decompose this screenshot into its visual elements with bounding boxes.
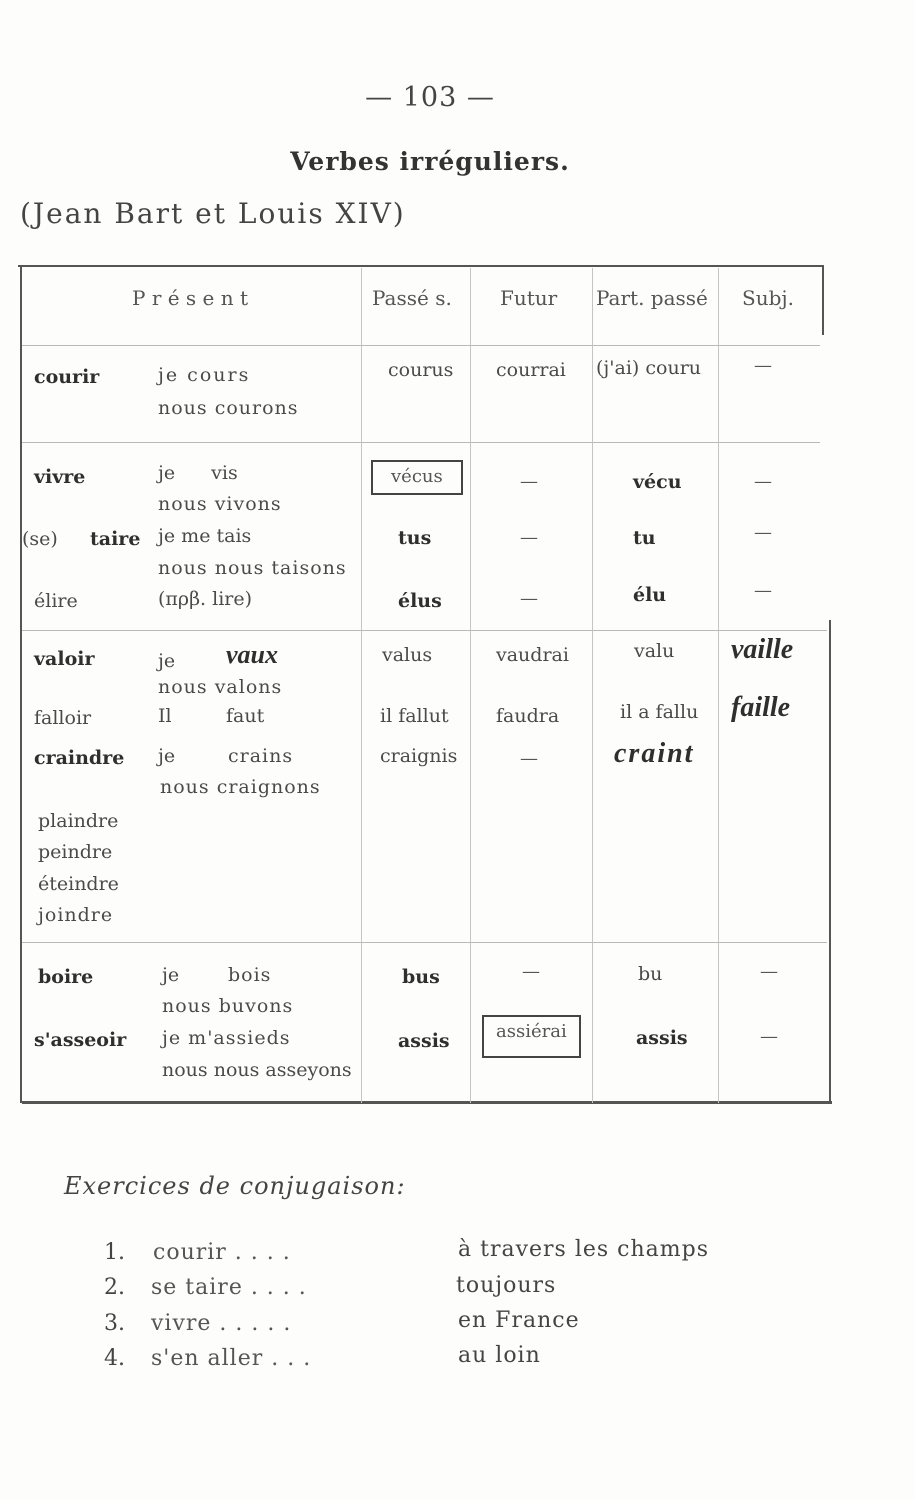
table-left-border — [20, 265, 22, 1103]
row-separator — [22, 442, 820, 443]
futur-boire: — — [522, 961, 540, 982]
present-elire: (πρβ. lire) — [158, 588, 253, 610]
exercises-title: Exercices de conjugaison: — [64, 1172, 406, 1200]
present-craindre-form: crains — [228, 745, 294, 767]
passe-craindre: craignis — [380, 745, 458, 767]
present-vivre-1: je vis — [158, 462, 238, 484]
present-valoir-je: je — [158, 650, 176, 672]
column-separator — [361, 268, 362, 1103]
header-futur: Futur — [500, 286, 558, 310]
row-separator — [22, 942, 827, 943]
table-top-border — [18, 265, 823, 267]
part-asseoir: assis — [636, 1027, 688, 1049]
verb-prefix-taire: (se) — [22, 528, 58, 550]
header-subj: Subj. — [742, 286, 794, 310]
subj-boire: — — [760, 961, 778, 982]
verb-falloir: falloir — [34, 707, 92, 729]
verb-taire: taire — [90, 528, 141, 550]
page-number: — 103 — — [365, 82, 495, 113]
part-courir: (j'ai) couru — [596, 357, 702, 379]
futur-valoir: vaudrai — [496, 644, 569, 666]
exercise-complement: à travers les champs — [458, 1237, 710, 1262]
column-separator — [592, 268, 593, 1103]
passe-taire: tus — [398, 527, 432, 549]
present-falloir-il: Il — [158, 705, 172, 727]
subj-falloir: faille — [731, 692, 791, 723]
part-boire: bu — [638, 963, 663, 985]
passe-vivre: vécus — [371, 460, 463, 495]
present-taire-1: je me tais — [158, 525, 252, 547]
passe-asseoir: assis — [398, 1030, 450, 1052]
part-falloir: il a fallu — [620, 701, 699, 723]
verb-elire: élire — [34, 590, 78, 612]
futur-vivre: — — [520, 471, 538, 492]
page-title: Verbes irréguliers. — [290, 147, 570, 176]
passe-courir: courus — [388, 359, 454, 381]
exercise-complement: au loin — [458, 1343, 541, 1368]
verb-vivre: vivre — [34, 466, 86, 488]
subj-elire: — — [754, 580, 772, 601]
subj-asseoir: — — [760, 1026, 778, 1047]
passe-elire: élus — [398, 590, 442, 612]
similar-verb: plaindre — [38, 810, 119, 832]
column-separator — [470, 268, 471, 1103]
passe-falloir: il fallut — [380, 705, 449, 727]
exercise-number: 4. — [104, 1346, 125, 1371]
part-valoir: valu — [634, 640, 675, 662]
exercise-verb: s'en aller . . . — [151, 1346, 312, 1371]
subj-courir: — — [754, 355, 772, 376]
present-valoir-2: nous valons — [158, 676, 283, 698]
exercise-complement: toujours — [456, 1273, 557, 1298]
similar-verb: joindre — [38, 904, 114, 926]
present-courir-1: je cours — [158, 364, 251, 386]
table-right-border-lower — [829, 620, 831, 1102]
present-craindre-je: je — [158, 745, 176, 767]
futur-falloir: faudra — [496, 705, 560, 727]
similar-verb: éteindre — [38, 873, 119, 895]
part-vivre: vécu — [633, 471, 682, 493]
subj-taire: — — [754, 522, 772, 543]
futur-asseoir: assiérai — [482, 1015, 581, 1058]
present-taire-2: nous nous taisons — [158, 557, 347, 579]
subj-valoir: vaille — [731, 634, 794, 665]
part-craindre: craint — [614, 738, 695, 769]
verb-asseoir: s'asseoir — [34, 1029, 127, 1051]
passe-boire: bus — [402, 966, 440, 988]
similar-verb: peindre — [38, 841, 113, 863]
subj-vivre: — — [754, 471, 772, 492]
present-vivre-2: nous vivons — [158, 493, 282, 515]
present-valoir-form: vaux — [226, 640, 278, 669]
verb-craindre: craindre — [34, 747, 125, 769]
header-passe-simple: Passé s. — [372, 286, 452, 310]
verb-courir: courir — [34, 366, 100, 388]
exercise-verb: vivre . . . . . — [151, 1311, 292, 1336]
exercise-number: 1. — [104, 1240, 125, 1265]
present-craindre-2: nous craignons — [160, 776, 321, 798]
futur-elire: — — [520, 588, 538, 609]
present-asseoir-2: nous nous asseyons — [162, 1059, 352, 1081]
table-bottom-border — [22, 1101, 832, 1104]
futur-taire: — — [520, 527, 538, 548]
page-subtitle: (Jean Bart et Louis XIV) — [20, 197, 406, 230]
part-elire: élu — [633, 584, 667, 606]
header-present: P r é s e n t — [132, 286, 249, 310]
futur-courir: courrai — [496, 359, 566, 381]
row-separator — [22, 630, 827, 631]
table-right-border — [822, 265, 824, 335]
exercise-complement: en France — [458, 1308, 580, 1333]
exercise-verb: se taire . . . . — [151, 1275, 307, 1300]
present-courir-2: nous courons — [158, 397, 299, 419]
verb-boire: boire — [38, 966, 94, 988]
verb-valoir: valoir — [34, 648, 95, 670]
exercise-verb: courir . . . . — [153, 1240, 291, 1265]
part-taire: tu — [633, 527, 656, 549]
exercise-number: 3. — [104, 1311, 125, 1336]
present-boire-form: bois — [228, 964, 272, 986]
present-boire-2: nous buvons — [162, 995, 294, 1017]
present-falloir-form: faut — [226, 705, 265, 727]
row-separator — [22, 345, 820, 346]
present-boire-je: je — [162, 964, 180, 986]
passe-valoir: valus — [382, 644, 433, 666]
futur-craindre: — — [520, 748, 538, 769]
header-part-passe: Part. passé — [596, 286, 708, 310]
column-separator — [718, 268, 719, 1103]
exercise-number: 2. — [104, 1275, 125, 1300]
present-asseoir-1: je m'assieds — [162, 1027, 291, 1049]
